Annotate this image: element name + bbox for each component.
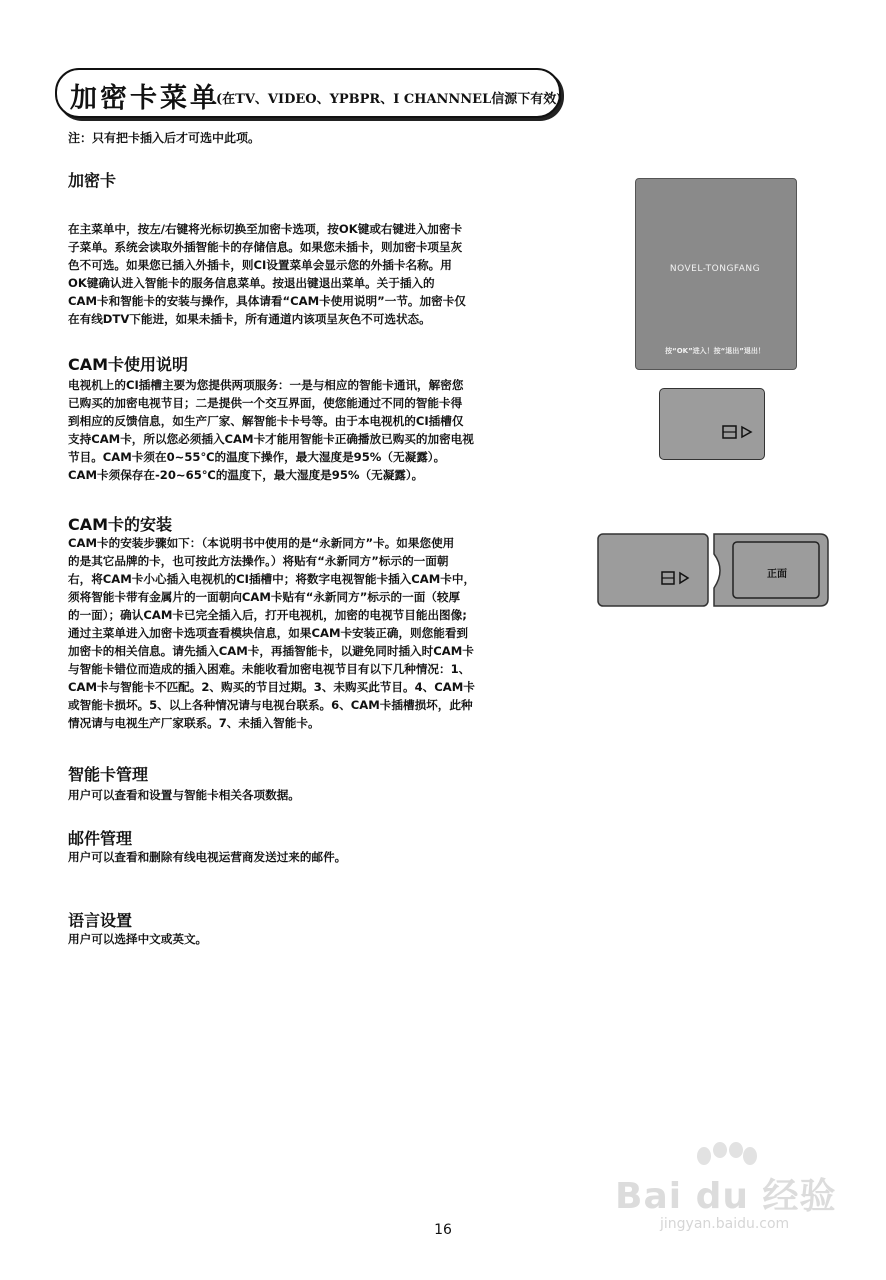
- paragraph-line: 节目。CAM卡须在0~55℃的温度下操作，最大湿度是95%（无凝露）。: [68, 450, 446, 464]
- paragraph-line: CAM卡的安装步骤如下：（本说明书中使用的是“永新同方”卡。如果您使用: [68, 536, 455, 550]
- paragraph-cam-usage: [68, 376, 568, 484]
- paragraph-line: OK键确认进入智能卡的服务信息菜单。按退出键退出菜单。关于插入的: [68, 276, 435, 290]
- heading-language: 语言设置: [68, 911, 133, 930]
- tv-screen-illustration: [635, 178, 797, 370]
- paragraph-mail: [68, 848, 568, 866]
- watermark-logo-text: Bai du 经验: [615, 1176, 837, 1217]
- smart-card-front-label: 正面: [767, 569, 787, 580]
- heading-encrypt-card: 加密卡: [68, 171, 117, 190]
- screen-hint-text: 按“OK”进入！按“退出”退出！: [665, 347, 765, 355]
- note-text: 注：只有把卡插入后才可选中此项。: [68, 131, 261, 145]
- paragraph-line: 电视机上的CI插槽主要为您提供两项服务：一是与相应的智能卡通讯，解密您: [68, 378, 464, 392]
- paragraph-line: CAM卡须保存在-20~65℃的温度下，最大湿度是95%（无凝露）。: [68, 468, 424, 482]
- paragraph-language: [68, 930, 568, 948]
- paragraph-line: 用户可以选择中文或英文。: [68, 932, 208, 946]
- paragraph-line: 用户可以查看和设置与智能卡相关各项数据。: [68, 788, 300, 802]
- paragraph-line: CAM卡和智能卡的安装与操作，具体请看“CAM卡使用说明”一节。加密卡仅: [68, 294, 466, 308]
- paragraph-line: 右，将CAM卡小心插入电视机的CI插槽中；将数字电视智能卡插入CAM卡中，: [68, 572, 476, 586]
- heading-mail: 邮件管理: [68, 829, 133, 848]
- page-subtitle: (在TV、VIDEO、YPBPR、I CHANNNEL信源下有效): [216, 92, 563, 107]
- paragraph-line: 的是其它品牌的卡，也可按此方法操作。）将贴有“永新同方”标示的一面朝: [68, 554, 449, 568]
- paragraph-line: CAM卡与智能卡不匹配。2、购买的节目过期。3、未购买此节目。4、CAM卡: [68, 680, 475, 694]
- paragraph-line: 须将智能卡带有金属片的一面朝向CAM卡贴有“永新同方”标示的一面（较厚: [68, 590, 461, 604]
- paragraph-line: 色不可选。如果您已插入外插卡，则CI设置菜单会显示您的外插卡名称。用: [68, 258, 452, 272]
- watermark-url: jingyan.baidu.com: [660, 1216, 790, 1232]
- paragraph-line: 通过主菜单进入加密卡选项查看模块信息，如果CAM卡安装正确，则您能看到: [68, 626, 469, 640]
- paragraph-line: 到相应的反馈信息，如生产厂家、解智能卡卡号等。由于本电视机的CI插槽仅: [68, 414, 464, 428]
- paragraph-cam-install: [68, 534, 568, 732]
- paragraph-line: 或智能卡损坏。5、以上各种情况请与电视台联系。6、CAM卡插槽损坏，此种: [68, 698, 473, 712]
- paragraph-line: 支持CAM卡，所以您必须插入CAM卡才能用智能卡正确播放已购买的加密电视: [68, 432, 474, 446]
- page-title: 加密卡菜单: [70, 83, 220, 114]
- paragraph-line: 在主菜单中，按左/右键将光标切换至加密卡选项，按OK键或右键进入加密卡: [68, 222, 463, 236]
- paragraph-line: 子菜单。系统会读取外插智能卡的存储信息。如果您未插卡，则加密卡项呈灰: [68, 240, 463, 254]
- paragraph-line: 用户可以查看和删除有线电视运营商发送过来的邮件。: [68, 850, 347, 864]
- screen-brand-label: NOVEL-TONGFANG: [669, 264, 761, 274]
- heading-smart-card: 智能卡管理: [68, 765, 149, 784]
- page-number: 16: [434, 1222, 452, 1238]
- paragraph-line: 已购买的加密电视节目；二是提供一个交互界面，使您能通过不同的智能卡得: [68, 396, 463, 410]
- paragraph-line: 的一面）；确认CAM卡已完全插入后，打开电视机，加密的电视节目能出图像;: [68, 608, 467, 622]
- paragraph-line: 与智能卡错位而造成的插入困难。未能收看加密电视节目有以下几种情况：1、: [68, 662, 471, 676]
- heading-cam-usage: CAM卡使用说明: [68, 355, 189, 374]
- heading-cam-install: CAM卡的安装: [68, 515, 173, 534]
- paragraph-line: 在有线DTV下能进，如果未插卡，所有通道内该项呈灰色不可选状态。: [68, 312, 431, 326]
- paragraph-line: 情况请与电视生产厂家联系。7、未插入智能卡。: [68, 716, 320, 730]
- paragraph-smart-card: [68, 786, 568, 804]
- paragraph-line: 加密卡的相关信息。请先插入CAM卡，再插智能卡，以避免同时插入时CAM卡: [68, 644, 474, 658]
- cam-slot-icon: [722, 424, 756, 440]
- paragraph-encrypt-card: [68, 220, 568, 328]
